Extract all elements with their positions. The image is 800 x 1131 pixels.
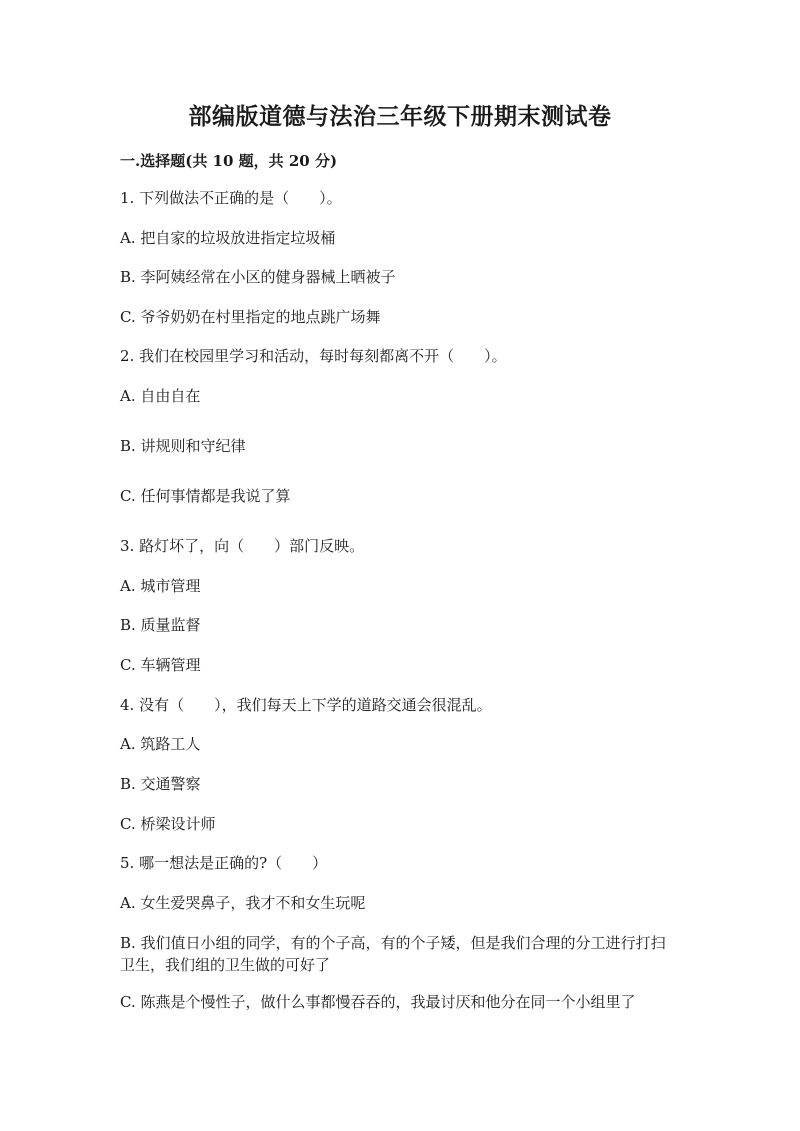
question-3-option-a: A. 城市管理 bbox=[120, 577, 201, 595]
question-2-option-a: A. 自由自在 bbox=[120, 387, 201, 405]
question-5-option-b: B. 我们值日小组的同学，有的个子高，有的个子矮，但是我们合理的分工进行打扫卫生，我们组的卫生做的可好了 bbox=[120, 934, 666, 974]
question-5-stem: 5. 哪一想法是正确的?（ ） bbox=[120, 854, 328, 872]
question-3-stem: 3. 路灯坏了，向（ ）部门反映。 bbox=[120, 537, 365, 555]
question-1-stem: 1. 下列做法不正确的是（ ）。 bbox=[120, 189, 342, 207]
exam-title: 部编版道德与法治三年级下册期末测试卷 bbox=[188, 103, 612, 130]
question-1-option-a: A. 把自家的垃圾放进指定垃圾桶 bbox=[120, 229, 336, 247]
question-2-option-c: C. 任何事情都是我说了算 bbox=[120, 487, 291, 505]
question-5-option-a: A. 女生爱哭鼻子，我才不和女生玩呢 bbox=[120, 894, 366, 912]
question-4-option-b: B. 交通警察 bbox=[120, 775, 201, 793]
question-2-option-b: B. 讲规则和守纪律 bbox=[120, 437, 246, 455]
question-1-option-b: B. 李阿姨经常在小区的健身器械上晒被子 bbox=[120, 268, 396, 286]
question-4-stem: 4. 没有（ ），我们每天上下学的道路交通会很混乱。 bbox=[120, 696, 492, 714]
question-3-option-c: C. 车辆管理 bbox=[120, 656, 201, 674]
question-4-option-a: A. 筑路工人 bbox=[120, 735, 201, 753]
question-3-option-b: B. 质量监督 bbox=[120, 616, 201, 634]
question-5-option-c: C. 陈燕是个慢性子，做什么事都慢吞吞的，我最讨厌和他分在同一个小组里了 bbox=[120, 993, 636, 1011]
question-1-option-c: C. 爷爷奶奶在村里指定的地点跳广场舞 bbox=[120, 308, 381, 326]
section-heading: 一.选择题(共 10 题，共 20 分) bbox=[120, 152, 338, 170]
question-4-option-c: C. 桥梁设计师 bbox=[120, 815, 216, 833]
question-2-stem: 2. 我们在校园里学习和活动，每时每刻都离不开（ ）。 bbox=[120, 347, 507, 365]
